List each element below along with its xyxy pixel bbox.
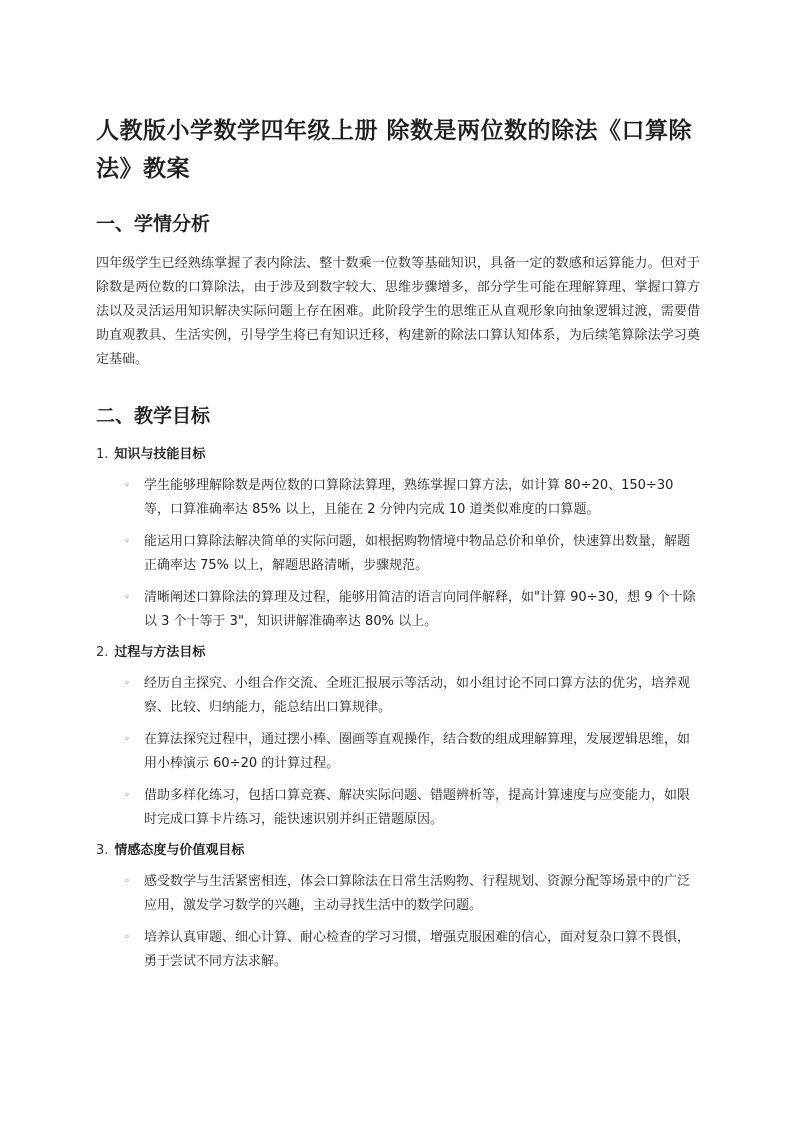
group-title: 情感态度与价值观目标 [114, 843, 245, 858]
circle-bullet-icon: ◦ [124, 480, 130, 491]
circle-bullet-icon: ◦ [124, 876, 130, 887]
objective-group-attitude-heading [96, 840, 700, 862]
list-item-text: 培养认真审题、细心计算、耐心检查的学习习惯，增强克服困难的信心，面对复杂口算不畏惧，勇于尝试不同方法求解。 [144, 930, 691, 969]
list-item [124, 728, 700, 776]
objective-list-attitude [96, 870, 700, 974]
circle-bullet-icon: ◦ [124, 790, 130, 801]
list-item-text: 经历自主探究、小组合作交流、全班汇报展示等活动，如小组讨论不同口算方法的优劣，培养观察、比较、归纳能力，能总结出口算规律。 [144, 676, 691, 715]
circle-bullet-icon: ◦ [124, 932, 130, 943]
list-item [124, 784, 700, 832]
group-number: 1. [96, 447, 109, 462]
group-title: 知识与技能目标 [114, 447, 206, 462]
objective-list-process [96, 672, 700, 832]
group-number: 2. [96, 645, 109, 660]
circle-bullet-icon: ◦ [124, 734, 130, 745]
list-item-text: 在算法探究过程中，通过摆小棒、圈画等直观操作，结合数的组成理解算理，发展逻辑思维，如用小棒演示 60÷20 的计算过程。 [144, 732, 691, 771]
group-number: 3. [96, 843, 109, 858]
list-item-text: 学生能够理解除数是两位数的口算除法算理，熟练掌握口算方法，如计算 80÷20、150÷30 等，口算准确率达 85% 以上，且能在 2 分钟内完成 10 道类似难度的口算题。 [144, 478, 674, 517]
list-item-text: 感受数学与生活紧密相连，体会口算除法在日常生活购物、行程规划、资源分配等场景中的广泛应用，激发学习数学的兴趣，主动寻找生活中的数学问题。 [144, 874, 691, 913]
section-heading-analysis: 一、学情分析 [96, 213, 211, 235]
list-item [124, 870, 700, 918]
section-heading-objectives: 二、教学目标 [96, 405, 211, 427]
document-title: 人教版小学数学四年级上册 除数是两位数的除法《口算除法》教案 [96, 118, 693, 182]
group-title: 过程与方法目标 [114, 645, 206, 660]
list-item-text: 清晰阐述口算除法的算理及过程，能够用简洁的语言向同伴解释，如"计算 90÷30，想 9 个十除以 3 个十等于 3"，知识讲解准确率达 80% 以上。 [144, 590, 696, 629]
list-item [124, 672, 700, 720]
document-page [96, 112, 700, 982]
objective-group-knowledge-heading [96, 444, 700, 466]
objective-group-process-heading [96, 642, 700, 664]
objective-list-knowledge [96, 474, 700, 634]
analysis-paragraph: 四年级学生已经熟练掌握了表内除法、整十数乘一位数等基础知识，具备一定的数感和运算能力。但对于除数是两位数的口算除法，由于涉及到数字较大、思维步骤增多，部分学生可能在理解算理、掌握口算方法以及灵活运用知识解决实际问题上存在困难。此阶段学生的思维正从直观形象向抽象逻辑过渡，需要借助直观教具、生活实例，引导学生将已有知识迁移，构建新的除法口算认知体系，为后续笔算除法学习奠定基础。 [96, 256, 700, 367]
list-item-text: 借助多样化练习，包括口算竞赛、解决实际问题、错题辨析等，提高计算速度与应变能力，如限时完成口算卡片练习，能快速识别并纠正错题原因。 [144, 788, 691, 827]
list-item [124, 474, 700, 522]
list-item [124, 586, 700, 634]
list-item [124, 530, 700, 578]
list-item [124, 926, 700, 974]
list-item-text: 能运用口算除法解决简单的实际问题，如根据购物情境中物品总价和单价，快速算出数量，解题正确率达 75% 以上，解题思路清晰，步骤规范。 [144, 534, 691, 573]
circle-bullet-icon: ◦ [124, 536, 130, 547]
circle-bullet-icon: ◦ [124, 678, 130, 689]
circle-bullet-icon: ◦ [124, 592, 130, 603]
